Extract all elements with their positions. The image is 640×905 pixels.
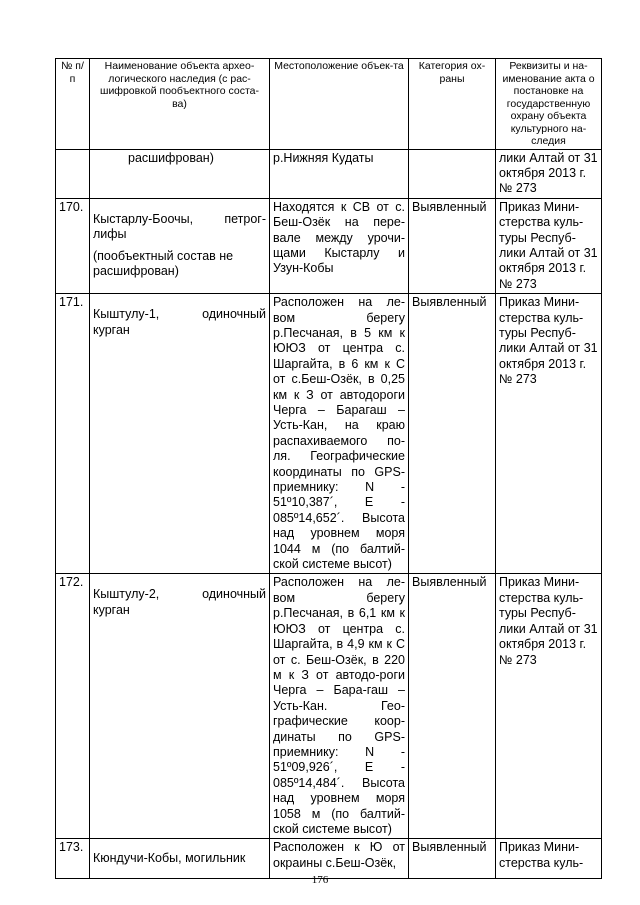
cell-location: Расположен на ле-вом берегу р.Песчаная, в 5 км к ЮЮЗ от центра с. Шаргайта, в 6 км к С от с.Беш-Озёк, в 0,25 км к З от автодороги Черга – Барагаш – Усть-Кан, на краю распахиваемого по-ля. Географические координаты по GPS-приемнику: N - 51º10,387´, E - 085º14,652´. Высота над уровнем моря 1044 м (по балтий-ской системе высот) (270, 294, 409, 574)
cell-number: 172. (56, 574, 90, 839)
cell-act: Приказ Мини-стерства куль- (496, 839, 602, 879)
table-row (56, 198, 602, 293)
name-text: Кыстарлу-Боочы, петрог-лифы (93, 211, 266, 242)
cell-act: Приказ Мини-стерства куль-туры Респуб-лики Алтай от 31 октября 2013 г. № 273 (496, 574, 602, 839)
name-text: Кыштулу-1, одиночный курган (93, 307, 266, 337)
cell-name (90, 149, 270, 198)
cell-category (409, 149, 496, 198)
header-act: Реквизиты и на-именование акта о постановке на государственную охрану объекта культурного на-следия (496, 59, 602, 150)
cell-number: 171. (56, 294, 90, 574)
name-text: Кюндучи-Кобы, могильник (93, 851, 246, 866)
header-row (56, 59, 602, 150)
cell-act: Приказ Мини-стерства куль-туры Респуб-лики Алтай от 31 октября 2013 г. № 273 (496, 198, 602, 293)
cell-act: Приказ Мини-стерства куль-туры Респуб-лики Алтай от 31 октября 2013 г. № 273 (496, 294, 602, 574)
cell-name (90, 294, 270, 574)
table-row (56, 839, 602, 879)
name-text: Кыштулу-2, одиночный курган (93, 587, 266, 617)
cell-location: р.Нижняя Кудаты (270, 149, 409, 198)
page-number: 176 (311, 874, 329, 886)
cell-act: лики Алтай от 31 октября 2013 г. № 273 (496, 149, 602, 198)
header-number: № п/п (56, 59, 90, 150)
cell-location: Находятся к СВ от с. Беш-Озёк на пере-вале между урочи-щами Кыстарлу и Узун-Кобы (270, 198, 409, 293)
monument-register-table (55, 58, 602, 879)
header-category: Категория ох-раны (409, 59, 496, 150)
header-name: Наименование объекта архео-логического наследия (с рас-шифровкой пообъектного соста-ва) (90, 59, 270, 150)
table-row-continuation (56, 149, 602, 198)
table-row (56, 294, 602, 574)
name-text: расшифрован) (128, 150, 214, 165)
cell-category: Выявленный (409, 574, 496, 839)
cell-name (90, 574, 270, 839)
cell-number: 170. (56, 198, 90, 293)
name-note: (пообъектный состав не расшифрован) (93, 248, 234, 278)
cell-name (90, 839, 270, 879)
cell-category: Выявленный (409, 294, 496, 574)
cell-number (56, 149, 90, 198)
table-row (56, 574, 602, 839)
cell-name (90, 198, 270, 293)
cell-location: Расположен к Ю от окраины с.Беш-Озёк, (270, 839, 409, 879)
cell-location: Расположен на ле-вом берегу р.Песчаная, в 6,1 км к ЮЮЗ от центра с. Шаргайта, в 4,9 км к С от с. Беш-Озёк, в 220 м к З от автодо-роги Черга – Бара-гаш – Усть-Кан. Гео-графические коор-динаты по GPS-приемнику: N - 51º09,926´, E - 085º14,484´. Высота над уровнем моря 1058 м (по балтий-ской системе высот) (270, 574, 409, 839)
cell-category: Выявленный (409, 198, 496, 293)
cell-category: Выявленный (409, 839, 496, 879)
header-location: Местоположение объек-та (270, 59, 409, 150)
cell-number: 173. (56, 839, 90, 879)
